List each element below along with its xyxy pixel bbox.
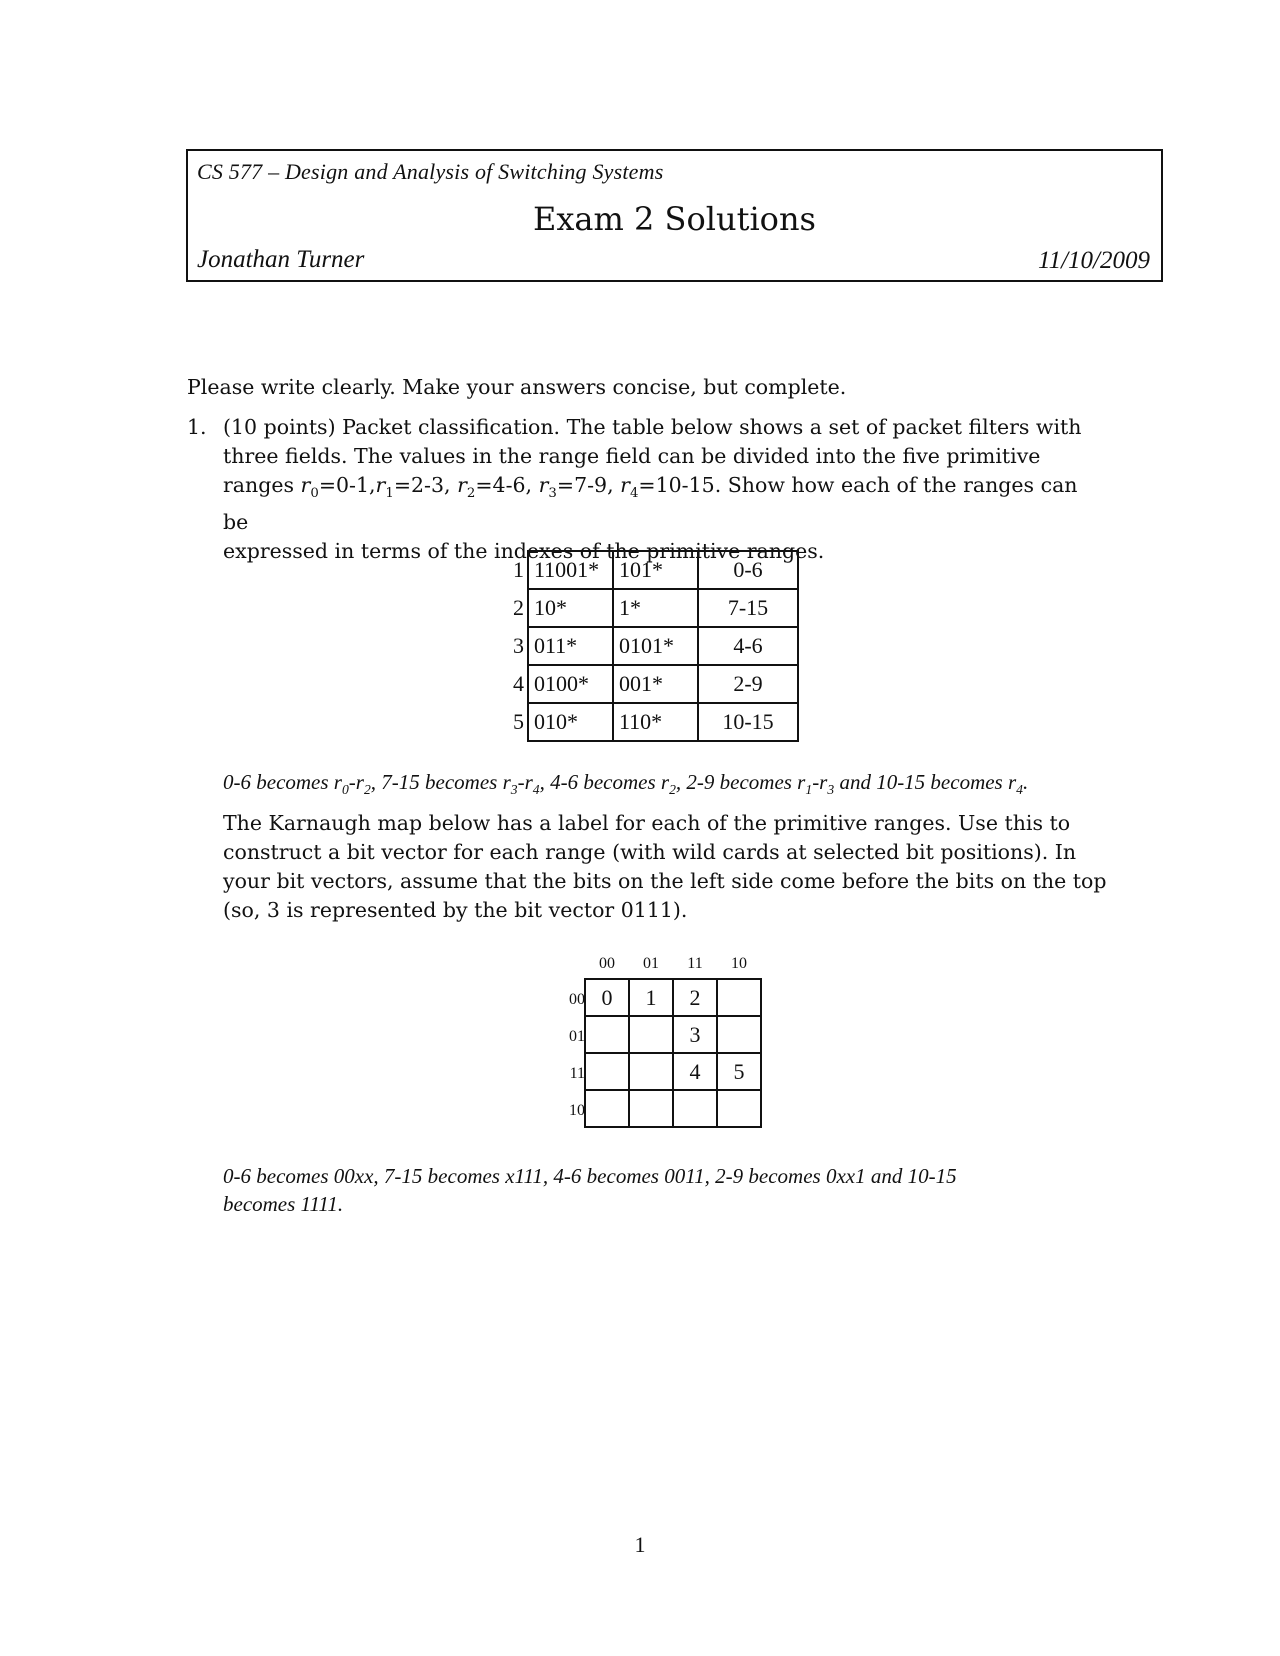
filter-field-1: 10*	[528, 589, 613, 627]
filter-index: 1	[513, 557, 524, 582]
kmap-col-label: 11	[687, 955, 703, 972]
answer1-d-sub1: 1	[805, 782, 813, 798]
filter-index: 3	[513, 633, 524, 658]
kmap-row-label: 00	[569, 991, 585, 1008]
r1-sub: 1	[385, 486, 394, 502]
filter-field-2: 001*	[613, 665, 698, 703]
kmap-cell	[673, 1090, 717, 1127]
instructions: Please write clearly. Make your answers concise, but complete.	[187, 375, 847, 399]
answer1-end: .	[1022, 770, 1029, 794]
answer1-b: , 7-15 becomes r	[370, 770, 511, 794]
kmap-intro	[223, 809, 1123, 925]
filter-field-2: 0101*	[613, 627, 698, 665]
kmap-row-label: 10	[569, 1102, 585, 1119]
exam-date: 11/10/2009	[1037, 247, 1150, 274]
table-row	[508, 627, 798, 665]
kmap-intro-line-4: (so, 3 is represented by the bit vector 0111).	[223, 898, 688, 922]
r2-val: =4-6,	[475, 473, 539, 497]
table-row	[508, 665, 798, 703]
r0-sub: 0	[310, 486, 319, 502]
answer2-line-1: 0-6 becomes 00xx, 7-15 becomes x111, 4-6 becomes 0011, 2-9 becomes 0xx1 and 10-15	[223, 1164, 957, 1188]
question-line-3	[223, 471, 1103, 537]
question-text	[223, 413, 1103, 566]
kmap-cell	[629, 1016, 673, 1053]
question-line-2: three fields. The values in the range field can be divided into the five primitive	[223, 444, 1041, 468]
kmap-cell: 2	[673, 979, 717, 1016]
answer1-e: and 10-15 becomes r	[834, 770, 1017, 794]
r2-sub: 2	[466, 486, 476, 502]
question-line-1: (10 points) Packet classification. The table below shows a set of packet filters with	[223, 415, 1082, 439]
r3-var: r	[538, 473, 549, 497]
filter-range: 0-6	[698, 551, 798, 589]
kmap-row-label: 11	[569, 1065, 585, 1082]
kmap-cell: 0	[585, 979, 629, 1016]
r1-val: =2-3,	[393, 473, 458, 497]
table-row	[508, 589, 798, 627]
answer-1	[223, 768, 1028, 804]
answer1-a: 0-6 becomes r	[223, 770, 342, 794]
kmap-cell: 4	[673, 1053, 717, 1090]
table-row	[508, 703, 798, 741]
answer1-d-mid: -r	[812, 770, 828, 794]
r4-var: r	[620, 473, 630, 497]
kmap-row	[585, 1090, 761, 1127]
r0-var: r	[300, 473, 311, 497]
filter-range: 2-9	[698, 665, 798, 703]
r0-val: =0-1,	[318, 473, 376, 497]
question-line-4: expressed in terms of the indexes of the primitive ranges.	[223, 539, 825, 564]
answer1-b-sub1: 3	[510, 782, 518, 798]
filter-index: 4	[513, 671, 524, 696]
filter-field-2: 110*	[613, 703, 698, 741]
filter-field-2: 1*	[613, 589, 698, 627]
r4-val: =10-15. Show how each of the ranges can be	[223, 473, 1078, 535]
answer1-c: , 4-6 becomes r	[539, 770, 670, 794]
filter-field-1: 0100*	[528, 665, 613, 703]
kmap-cell	[629, 1090, 673, 1127]
kmap-cell	[629, 1053, 673, 1090]
answer1-c-sub1: 2	[669, 782, 676, 798]
kmap-intro-line-2: construct a bit vector for each range (with wild cards at selected bit positions). In	[223, 840, 1077, 864]
r3-val: =7-9,	[556, 473, 621, 497]
answer2-line-2: becomes 1111.	[223, 1192, 344, 1216]
filter-field-1: 010*	[528, 703, 613, 741]
filter-field-1: 11001*	[528, 551, 613, 589]
kmap-cell	[717, 1016, 761, 1053]
filter-field-2: 101*	[613, 551, 698, 589]
question-number: 1.	[187, 415, 207, 439]
kmap-row	[585, 1053, 761, 1090]
page-title: Exam 2 Solutions	[533, 200, 816, 238]
answer-2	[223, 1162, 1083, 1218]
filter-field-1: 011*	[528, 627, 613, 665]
kmap-cell	[585, 1016, 629, 1053]
ranges-prefix: ranges	[223, 473, 301, 497]
answer1-d: , 2-9 becomes r	[675, 770, 806, 794]
kmap-intro-line-3: your bit vectors, assume that the bits on the left side come before the bits on the top	[223, 869, 1107, 893]
kmap-row-label: 01	[569, 1028, 585, 1045]
kmap-col-label: 00	[599, 955, 615, 972]
kmap-cell	[717, 1090, 761, 1127]
answer1-b-mid: -r	[517, 770, 533, 794]
r1-var: r	[375, 473, 386, 497]
kmap-cell	[585, 1053, 629, 1090]
answer1-b-sub2: 4	[532, 782, 540, 798]
r3-sub: 3	[548, 486, 557, 502]
answer1-a-sub2: 2	[363, 782, 371, 798]
kmap-cell: 5	[717, 1053, 761, 1090]
filter-range: 7-15	[698, 589, 798, 627]
course-title: CS 577 – Design and Analysis of Switching Systems	[197, 159, 664, 184]
kmap-cell: 1	[629, 979, 673, 1016]
filter-range: 10-15	[698, 703, 798, 741]
header-box	[186, 149, 1163, 282]
filter-index: 5	[513, 709, 524, 734]
page-number: 1	[634, 1532, 646, 1557]
author-name: Jonathan Turner	[197, 246, 365, 273]
filter-range: 4-6	[698, 627, 798, 665]
filter-table	[508, 550, 799, 742]
kmap-col-label: 01	[643, 955, 659, 972]
filter-index: 2	[513, 595, 524, 620]
karnaugh-map	[560, 955, 780, 1135]
kmap-cell	[585, 1090, 629, 1127]
answer1-d-sub2: 3	[827, 782, 835, 798]
kmap-intro-line-1: The Karnaugh map below has a label for each of the primitive ranges. Use this to	[223, 811, 1071, 835]
answer1-a-mid: -r	[348, 770, 364, 794]
kmap-col-label: 10	[731, 955, 747, 972]
answer1-a-sub1: 0	[341, 782, 349, 798]
answer1-e-sub1: 4	[1016, 782, 1023, 798]
kmap-row	[585, 1016, 761, 1053]
table-row	[508, 551, 798, 589]
kmap-cell	[717, 979, 761, 1016]
karnaugh-grid	[584, 978, 762, 1128]
r4-sub: 4	[629, 486, 639, 502]
kmap-cell: 3	[673, 1016, 717, 1053]
kmap-row	[585, 979, 761, 1016]
r2-var: r	[457, 473, 467, 497]
